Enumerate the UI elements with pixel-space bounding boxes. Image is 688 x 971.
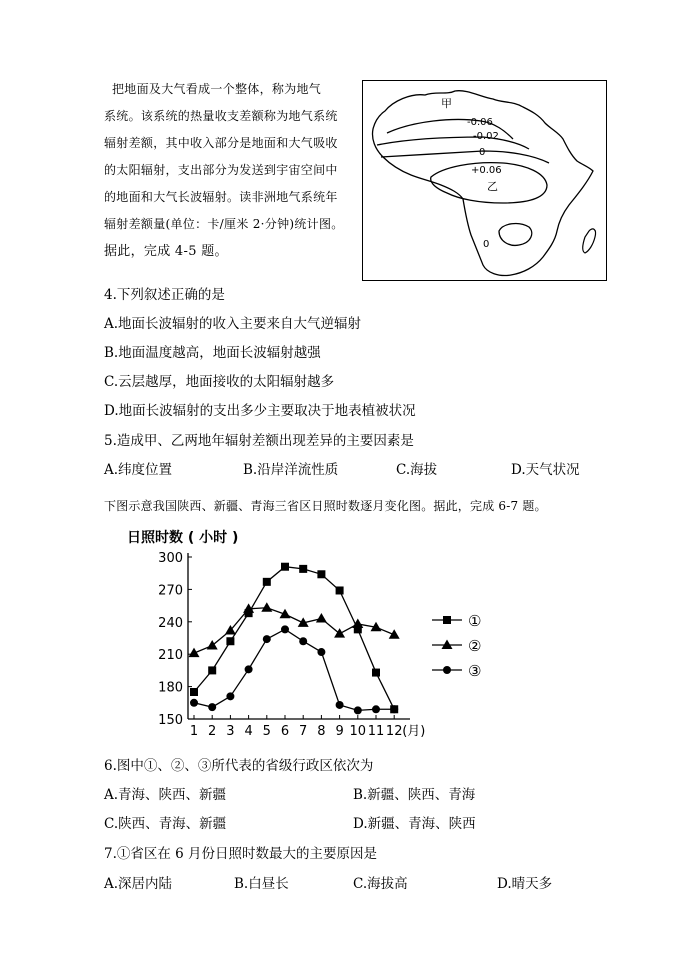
data-point-series-3 <box>190 699 198 707</box>
x-tick-label: 11 <box>367 724 385 739</box>
data-point-series-2 <box>261 602 272 612</box>
question-5-option-a: A.纬度位置 <box>104 462 173 478</box>
intro-6-7: 下图示意我国陕西、新疆、青海三省区日照时数逐月变化图。据此，完成 6-7 题。 <box>104 499 547 513</box>
series-line-2 <box>194 608 394 653</box>
intro-line: 辐射差额，其中收入部分是地面和大气吸收 <box>104 136 338 150</box>
data-point-series-1 <box>208 666 216 674</box>
map-label: -0.02 <box>473 131 499 142</box>
question-4-option-a: A.地面长波辐射的收入主要来自大气逆辐射 <box>104 316 362 332</box>
legend-marker-1 <box>443 616 451 624</box>
intro-line: 据此，完成 4-5 题。 <box>104 244 228 259</box>
x-tick-label: 4 <box>244 724 253 739</box>
madagascar-outline <box>583 229 596 253</box>
africa-radiation-map <box>362 80 607 281</box>
isoline <box>499 224 532 246</box>
question-7-option-c: C.海拔高 <box>353 876 408 892</box>
data-point-series-2 <box>189 648 200 658</box>
data-point-series-3 <box>372 705 380 713</box>
data-point-series-3 <box>245 665 253 673</box>
intro-line: 把地面及大气看成一个整体，称为地气 <box>112 82 322 96</box>
data-point-series-2 <box>389 629 400 639</box>
question-5-option-b: B.沿岸洋流性质 <box>243 462 339 478</box>
question-6-stem: 6.图中①、②、③所代表的省级行政区依次为 <box>104 758 374 774</box>
y-tick-label: 240 <box>158 615 183 631</box>
x-tick-label: 8 <box>317 724 326 739</box>
x-axis-label: (月) <box>402 724 426 739</box>
data-point-series-3 <box>226 692 234 700</box>
data-point-series-3 <box>263 635 271 643</box>
y-tick-label: 270 <box>158 583 183 599</box>
data-point-series-1 <box>372 669 380 677</box>
data-point-series-3 <box>208 703 216 711</box>
legend-marker-3 <box>443 666 451 674</box>
data-point-series-1 <box>299 565 307 573</box>
intro-line: 系统。该系统的热量收支差额称为地气系统 <box>104 109 338 123</box>
series-line-3 <box>194 629 394 710</box>
legend-label-1: ① <box>468 612 482 630</box>
isoline <box>381 151 549 163</box>
question-6-option-b: B.新疆、陕西、青海 <box>353 787 476 803</box>
data-point-series-1 <box>336 586 344 594</box>
y-tick-label: 300 <box>158 551 183 566</box>
intro-line: 的太阳辐射，支出部分为发送到宇宙空间中 <box>104 163 338 177</box>
series-line-1 <box>194 567 394 710</box>
data-point-series-2 <box>334 628 345 638</box>
data-point-series-3 <box>281 625 289 633</box>
y-tick-label: 150 <box>158 713 183 728</box>
data-point-series-3 <box>317 648 325 656</box>
data-point-series-1 <box>281 563 289 571</box>
chart-title: 日照时数 ( 小时 ) <box>127 530 239 546</box>
intro-paragraph <box>104 76 352 265</box>
data-point-series-3 <box>336 701 344 709</box>
data-point-series-2 <box>207 640 218 650</box>
map-label: 乙 <box>487 180 498 193</box>
question-4-option-b: B.地面温度越高，地面长波辐射越强 <box>104 345 321 361</box>
x-tick-label: 10 <box>349 724 367 739</box>
y-tick-label: 210 <box>158 648 183 664</box>
legend-label-3: ③ <box>468 662 482 680</box>
map-label: 甲 <box>441 97 452 110</box>
x-tick-label: 5 <box>262 724 271 739</box>
map-label: +0.06 <box>471 165 502 176</box>
question-4-stem: 4.下列叙述正确的是 <box>104 287 225 303</box>
data-point-series-3 <box>390 705 398 713</box>
map-label: 0 <box>483 239 490 250</box>
y-tick-label: 180 <box>158 680 183 696</box>
question-6-option-c: C.陕西、青海、新疆 <box>104 816 227 832</box>
legend-marker-2 <box>442 640 453 650</box>
question-6-option-d: D.新疆、青海、陕西 <box>353 816 476 832</box>
x-tick-label: 9 <box>335 724 344 739</box>
x-tick-label: 2 <box>208 724 217 739</box>
data-point-series-2 <box>316 613 327 623</box>
data-point-series-1 <box>226 637 234 645</box>
x-tick-label: 3 <box>226 724 235 739</box>
data-point-series-1 <box>263 578 271 586</box>
intro-line: 辐射差额量(单位：卡/厘米 2·分钟)统计图。 <box>104 217 344 231</box>
question-6-option-a: A.青海、陕西、新疆 <box>104 787 227 803</box>
question-4-option-d: D.地面长波辐射的支出多少主要取决于地表植被状况 <box>104 403 416 419</box>
question-5-option-c: C.海拔 <box>396 462 438 478</box>
data-point-series-3 <box>299 637 307 645</box>
question-7-option-d: D.晴天多 <box>497 876 553 892</box>
question-7-option-b: B.白昼长 <box>234 876 289 892</box>
isoline <box>377 137 529 149</box>
data-point-series-1 <box>317 570 325 578</box>
x-tick-label: 12 <box>385 724 403 739</box>
map-label: 0 <box>479 147 486 158</box>
map-label: -0.06 <box>467 117 493 128</box>
africa-map-svg <box>363 81 606 280</box>
intro-line: 的地面和大气长波辐射。读非洲地气系统年 <box>104 190 338 204</box>
question-5-stem: 5.造成甲、乙两地年辐射差额出现差异的主要因素是 <box>104 433 414 449</box>
data-point-series-3 <box>354 706 362 714</box>
x-tick-label: 7 <box>299 724 308 739</box>
x-tick-label: 6 <box>280 724 290 739</box>
data-point-series-1 <box>190 688 198 696</box>
question-5-option-d: D.天气状况 <box>511 462 580 478</box>
question-4-option-c: C.云层越厚，地面接收的太阳辐射越多 <box>104 374 335 390</box>
x-tick-label: 1 <box>189 724 199 739</box>
sunshine-line-chart <box>140 545 482 745</box>
question-7-option-a: A.深居内陆 <box>104 876 173 892</box>
legend-label-2: ② <box>468 637 482 655</box>
question-7-stem: 7.①省区在 6 月份日照时数最大的主要原因是 <box>104 846 378 862</box>
